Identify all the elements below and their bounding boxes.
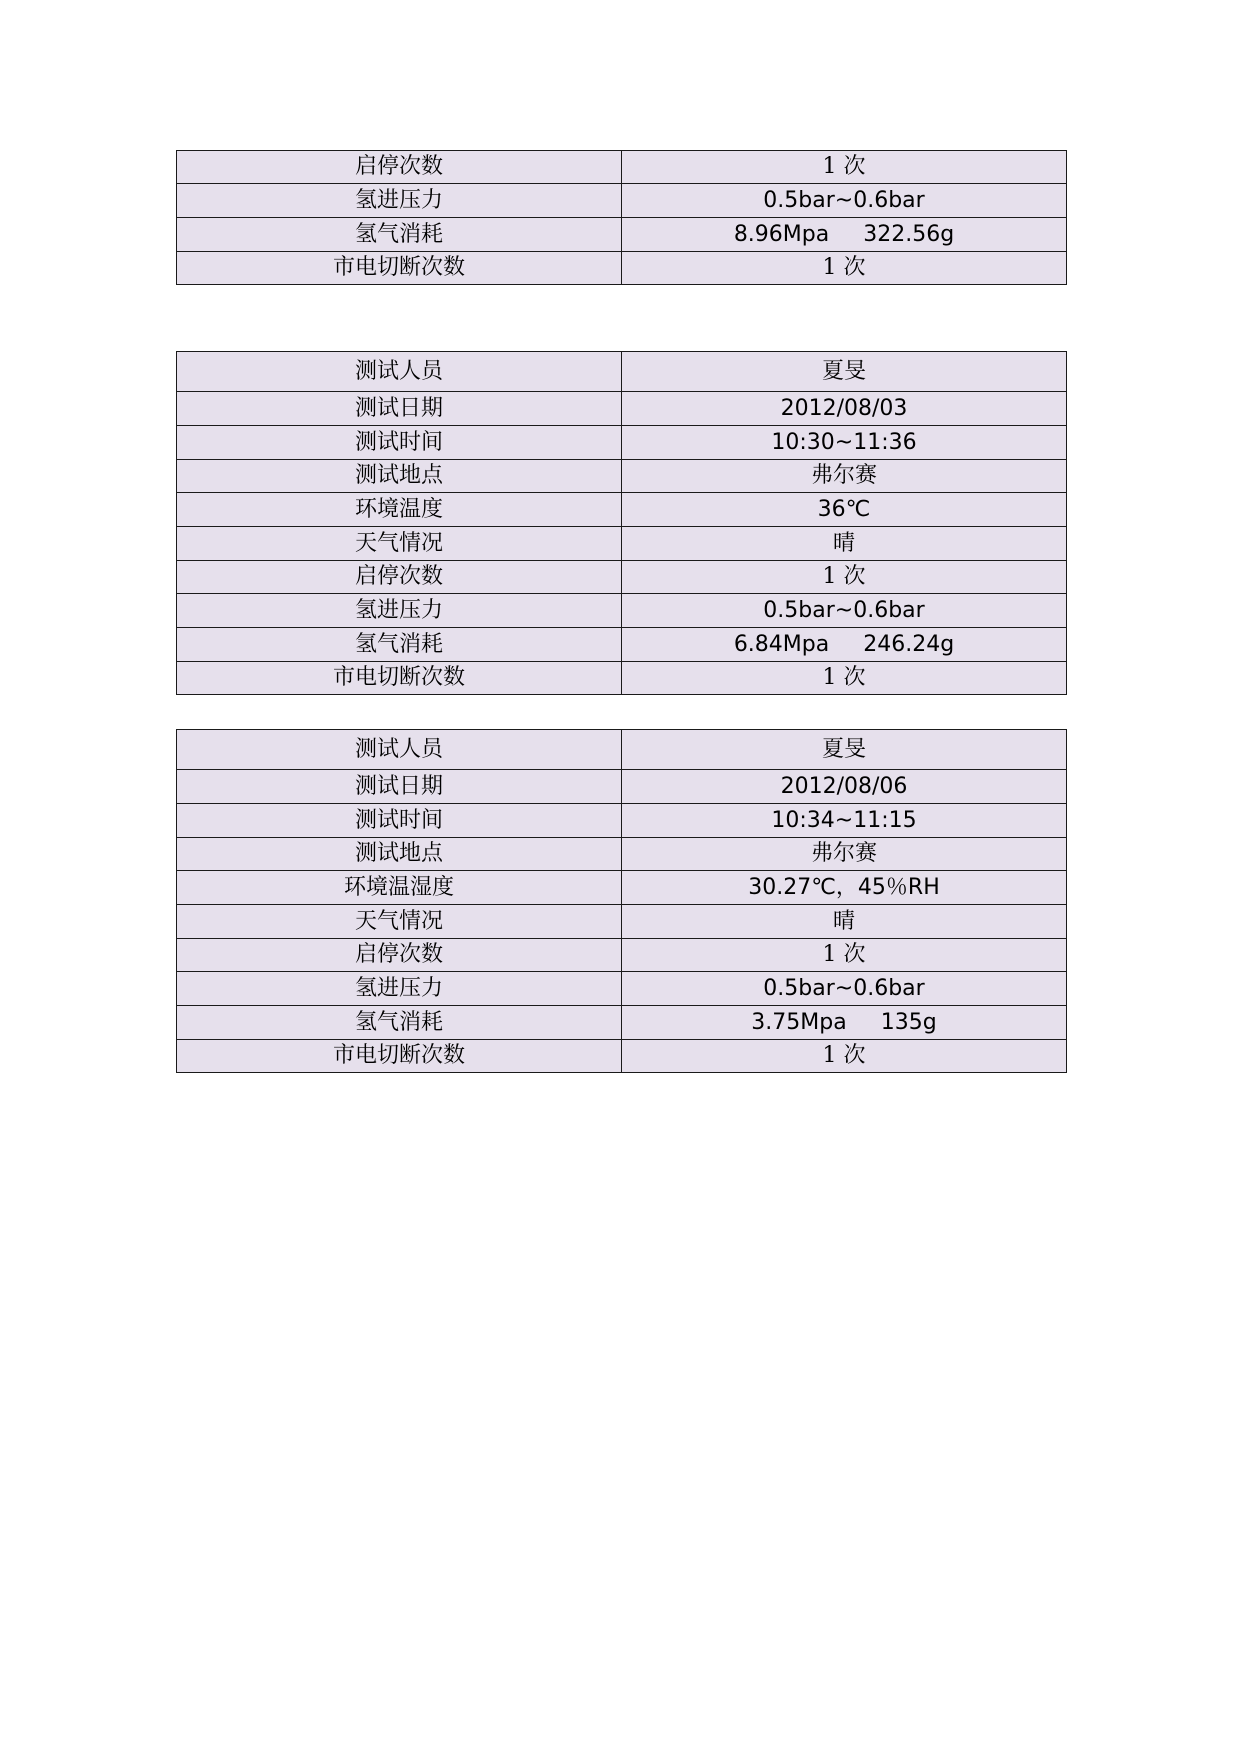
table-row	[177, 493, 1067, 527]
row-label: 环境温湿度	[177, 871, 622, 905]
row-value: 晴	[622, 527, 1067, 561]
row-value: 夏旻	[622, 352, 1067, 392]
row-label: 市电切断次数	[177, 662, 622, 695]
row-value: 10:34~11:15	[622, 804, 1067, 838]
test-record-table-1	[176, 150, 1067, 285]
table-row	[177, 561, 1067, 594]
row-value: 2012/08/06	[622, 770, 1067, 804]
row-label: 氢进压力	[177, 184, 622, 218]
row-label: 测试时间	[177, 426, 622, 460]
row-value-pair	[622, 628, 1067, 662]
row-value: 0.5bar~0.6bar	[622, 594, 1067, 628]
mass-value: 322.56g	[863, 221, 955, 247]
row-value-pair	[622, 1006, 1067, 1040]
row-value-pair	[622, 218, 1067, 252]
row-label: 测试地点	[177, 838, 622, 871]
test-record-table-2	[176, 351, 1067, 695]
mass-value: 246.24g	[863, 631, 955, 657]
row-value: 10:30~11:36	[622, 426, 1067, 460]
table-row	[177, 460, 1067, 493]
table-row	[177, 838, 1067, 871]
row-value: 晴	[622, 905, 1067, 939]
row-label: 氢进压力	[177, 972, 622, 1006]
table-row	[177, 662, 1067, 695]
row-value: 1 次	[622, 939, 1067, 972]
mass-value: 135g	[880, 1009, 937, 1035]
row-label: 天气情况	[177, 527, 622, 561]
row-label: 测试人员	[177, 352, 622, 392]
row-value: 弗尔赛	[622, 838, 1067, 871]
row-value: 0.5bar~0.6bar	[622, 184, 1067, 218]
row-label: 氢气消耗	[177, 1006, 622, 1040]
row-value: 30.27℃，45％RH	[622, 871, 1067, 905]
row-label: 氢气消耗	[177, 218, 622, 252]
table-row	[177, 730, 1067, 770]
table-row	[177, 939, 1067, 972]
row-label: 启停次数	[177, 939, 622, 972]
row-label: 测试地点	[177, 460, 622, 493]
table-row	[177, 252, 1067, 285]
table-row	[177, 905, 1067, 939]
row-label: 环境温度	[177, 493, 622, 527]
table-row	[177, 871, 1067, 905]
table-row	[177, 527, 1067, 561]
row-label: 市电切断次数	[177, 1040, 622, 1073]
table-row	[177, 426, 1067, 460]
row-value: 弗尔赛	[622, 460, 1067, 493]
row-value: 1 次	[622, 252, 1067, 285]
row-value: 1 次	[622, 1040, 1067, 1073]
table-row	[177, 628, 1067, 662]
table-row	[177, 594, 1067, 628]
row-value: 1 次	[622, 151, 1067, 184]
table-row	[177, 218, 1067, 252]
row-label: 氢进压力	[177, 594, 622, 628]
test-record-table-3	[176, 729, 1067, 1073]
table-row	[177, 151, 1067, 184]
pressure-value: 8.96Mpa	[733, 221, 830, 247]
table-row	[177, 392, 1067, 426]
row-label: 测试人员	[177, 730, 622, 770]
row-value: 0.5bar~0.6bar	[622, 972, 1067, 1006]
table-row	[177, 352, 1067, 392]
row-label: 测试日期	[177, 770, 622, 804]
pressure-value: 6.84Mpa	[733, 631, 830, 657]
table-row	[177, 1040, 1067, 1073]
pressure-value: 3.75Mpa	[751, 1009, 847, 1035]
row-label: 天气情况	[177, 905, 622, 939]
row-label: 启停次数	[177, 561, 622, 594]
row-label: 市电切断次数	[177, 252, 622, 285]
row-value: 2012/08/03	[622, 392, 1067, 426]
row-label: 测试时间	[177, 804, 622, 838]
row-label: 氢气消耗	[177, 628, 622, 662]
row-label: 启停次数	[177, 151, 622, 184]
row-value: 1 次	[622, 662, 1067, 695]
row-value: 36℃	[622, 493, 1067, 527]
table-row	[177, 770, 1067, 804]
row-value: 1 次	[622, 561, 1067, 594]
table-row	[177, 804, 1067, 838]
row-label: 测试日期	[177, 392, 622, 426]
table-row	[177, 1006, 1067, 1040]
row-value: 夏旻	[622, 730, 1067, 770]
table-row	[177, 184, 1067, 218]
table-row	[177, 972, 1067, 1006]
